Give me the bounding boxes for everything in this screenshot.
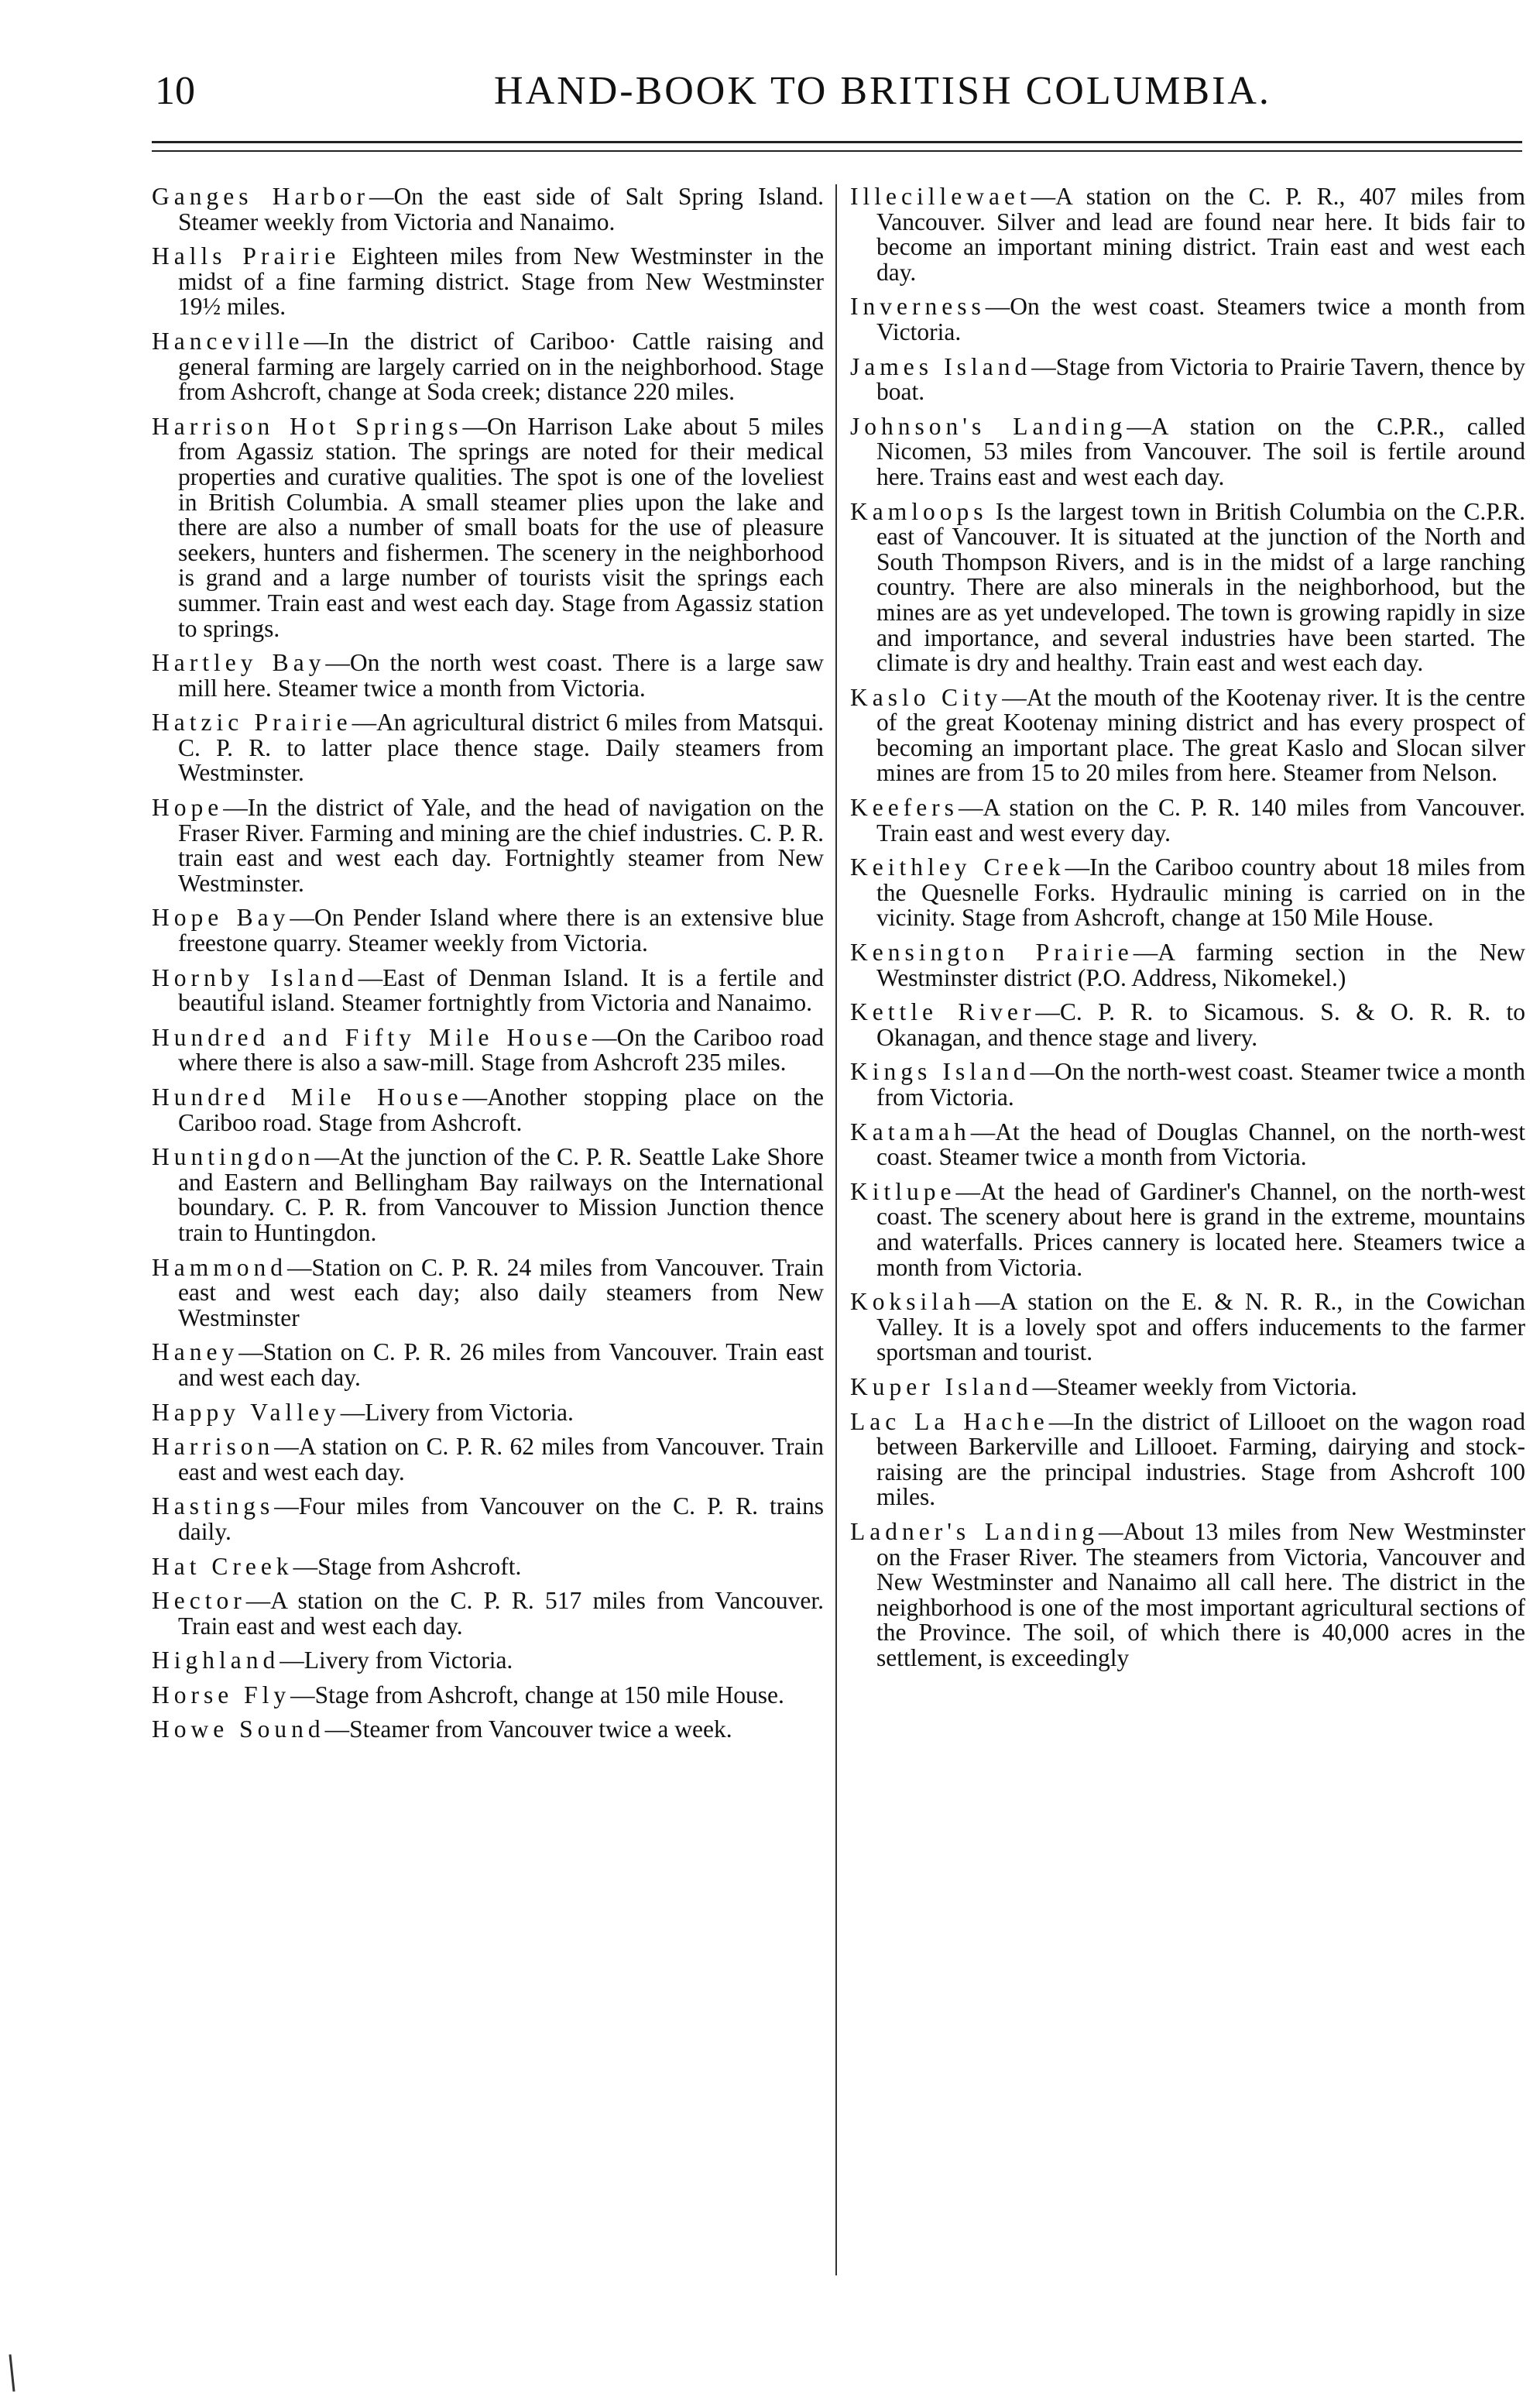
page-number: 10: [155, 69, 195, 113]
gazetteer-entry: [152, 1145, 824, 1245]
gazetteer-entry: [850, 414, 1525, 490]
gazetteer-entry: [152, 1085, 824, 1135]
entry-description: —A farming section in the New Westminster district (P.O. Address, Nikomekel.): [876, 939, 1525, 991]
gazetteer-entry: [152, 414, 824, 641]
gazetteer-entry: [152, 795, 824, 896]
entry-description: —Steamer weekly from Victoria.: [1032, 1372, 1357, 1400]
place-name: Hanceville: [152, 327, 304, 355]
gazetteer-entry: [152, 1717, 824, 1743]
page-header: [155, 68, 1518, 130]
place-name: Highland: [152, 1647, 280, 1674]
entry-description: —A station on the C.P.R., called Nicomen, 53 miles from Vancouver. The soil is fertile around here. Trains east and west each day.: [876, 412, 1525, 490]
place-name: Kensington Prairie: [850, 939, 1134, 967]
entry-description: —A station on C. P. R. 62 miles from Vancouver. Train east and west each day.: [178, 1433, 824, 1485]
entry-description: —A station on the C. P. R., 407 miles from Vancouver. Silver and lead are found near here. It bids fair to become an important mining district. Train east and west each day.: [876, 183, 1525, 286]
gazetteer-entry: [152, 963, 824, 1017]
entry-description: —On the east side of Salt Spring Island. Steamer weekly from Victoria and Nanaimo.: [178, 183, 824, 235]
entry-description: —A station on the C. P. R. 140 miles from Vancouver. Train east and west every day.: [876, 794, 1525, 847]
place-name: Hatzic Prairie: [152, 709, 352, 737]
gazetteer-entry: [152, 1400, 824, 1426]
gazetteer-entry: [152, 1683, 824, 1708]
entry-description: —A station on the C. P. R. 517 miles from Vancouver. Train east and west each day.: [178, 1587, 824, 1640]
place-name: Inverness: [850, 293, 986, 321]
entry-description: —About 13 miles from New Westminster on the Fraser River. The steamers from Victoria, Vancouver and New Westminster and Nanaimo all call here. The district in the neighborhood is one of the most important agricultural sections of the Province. The soil, of which there is 40,000 acres in the settlement, is exceedingly: [876, 1517, 1525, 1671]
entry-description: —On the west coast. Steamers twice a month from Victoria.: [876, 293, 1525, 345]
entry-description: —Station on C. P. R. 26 miles from Vancouver. Train east and west each day.: [178, 1338, 824, 1391]
entry-description: —East of Denman Island. It is a fertile and beautiful island. Steamer fortnightly from Victoria and Nanaimo.: [178, 963, 824, 1017]
margin-mark: [9, 2354, 15, 2392]
entry-description: —In the district of Cariboo· Cattle raising and general farming are largely carried on in the neighborhood. Stage from Ashcroft, change at Soda creek; distance 220 miles.: [178, 327, 824, 406]
gazetteer-entry: [152, 244, 824, 320]
entry-description: —Livery from Victoria.: [340, 1398, 574, 1426]
place-name: Ladner's Landing: [850, 1517, 1099, 1545]
entry-description: —At the junction of the C. P. R. Seattle Lake Shore and Eastern and Bellingham Bay railways on the International boundary. C. P. R. from Vancouver to Mission Junction thence train to Huntingdon.: [178, 1143, 824, 1246]
entry-description: —Another stopping place on the Cariboo road. Stage from Ashcroft.: [178, 1083, 824, 1136]
gazetteer-entry: [850, 1517, 1525, 1671]
entry-description: —On Pender Island where there is an extensive blue freestone quarry. Steamer weekly from Victoria.: [178, 904, 824, 957]
entry-description: —In the Cariboo country about 18 miles from the Quesnelle Forks. Hydraulic mining is carried on in the vicinity. Stage from Ashcroft, change at 150 Mile House.: [876, 853, 1525, 932]
place-name: Harrison: [152, 1433, 275, 1461]
place-name: Halls Prairie: [152, 242, 341, 270]
entry-description: —Stage from Ashcroft.: [293, 1552, 522, 1580]
place-name: Hat Creek: [152, 1552, 293, 1580]
gazetteer-entry: [850, 294, 1525, 345]
place-name: Haney: [152, 1338, 239, 1366]
place-name: Ganges Harbor: [152, 183, 369, 210]
entry-description: —On Harrison Lake about 5 miles from Agassiz station. The springs are noted for their medical properties and curative qualities. The spot is one of the loveliest in British Columbia. A small steamer plies upon the lake and there are also a number of small boats for the use of pleasure seekers, hunters and fishermen. The scenery in the neighborhood is grand and a large number of tourists visit the springs each summer. Train east and west each day. Stage from Agassiz station to springs.: [178, 412, 824, 642]
gazetteer-entry: [152, 1025, 824, 1076]
entry-description: —Station on C. P. R. 24 miles from Vancouver. Train east and west each day; also daily steamers from New Westminster: [178, 1253, 824, 1331]
entry-description: —Steamer from Vancouver twice a week.: [324, 1715, 732, 1743]
gazetteer-entry: [152, 1340, 824, 1390]
header-rule-bottom: [152, 150, 1522, 152]
running-title: HAND-BOOK TO BRITISH COLUMBIA.: [494, 69, 1271, 113]
gazetteer-entry: [850, 855, 1525, 931]
entry-description: —Livery from Victoria.: [280, 1647, 513, 1674]
place-name: Happy Valley: [152, 1398, 341, 1426]
entry-description: —A station on the E. & N. R. R., in the Cowichan Valley. It is a lovely spot and offers inducements to the farmer sportsman and tourist.: [876, 1288, 1525, 1366]
place-name: Illecillewaet: [850, 183, 1031, 210]
entry-description: —C. P. R. to Sicamous. S. & O. R. R. to Okanagan, and thence stage and livery.: [876, 998, 1525, 1051]
place-name: Kings Island: [850, 1058, 1031, 1086]
place-name: Hornby Island: [152, 963, 358, 991]
gazetteer-entry: [152, 1434, 824, 1485]
gazetteer-entry: [152, 1588, 824, 1639]
gazetteer-entry: [152, 651, 824, 701]
gazetteer-entry: [152, 1648, 824, 1674]
header-rule-top: [152, 141, 1522, 143]
gazetteer-entry: [850, 1372, 1525, 1400]
gazetteer-entry: [152, 1494, 824, 1544]
gazetteer-entry: [850, 685, 1525, 786]
gazetteer-entry: [152, 329, 824, 405]
place-name: Katamah: [850, 1118, 971, 1145]
entry-description: —Four miles from Vancouver on the C. P. R. trains daily.: [178, 1492, 824, 1545]
place-name: Hartley Bay: [152, 649, 326, 677]
entry-description: —In the district of Lillooet on the wagon road between Barkerville and Lillooet. Farming, dairying and stock-raising are the principal industries. Stage from Ashcroft 100 miles.: [876, 1407, 1525, 1511]
place-name: Hundred and Fifty Mile House: [152, 1023, 593, 1051]
gazetteer-entry: [850, 1059, 1525, 1110]
place-name: Horse Fly: [152, 1681, 291, 1708]
gazetteer-entry: [850, 1120, 1525, 1170]
place-name: Kaslo City: [850, 683, 1003, 711]
place-name: Lac La Hache: [850, 1407, 1049, 1435]
place-name: Harrison Hot Springs: [152, 412, 463, 440]
gazetteer-entry: [850, 184, 1525, 285]
gazetteer-entry: [850, 795, 1525, 846]
entry-description: —Stage from Victoria to Prairie Tavern, thence by boat.: [876, 352, 1525, 406]
entry-description: —At the mouth of the Kootenay river. It is the centre of the great Kootenay mining district and has every prospect of becoming an important place. The great Kaslo and Slocan silver mines are from 15 to 20 miles from here. Steamer from Nelson.: [876, 683, 1525, 787]
place-name: Kamloops: [850, 497, 988, 525]
place-name: Kitlupe: [850, 1177, 956, 1205]
place-name: Hector: [152, 1587, 246, 1615]
right-column: [850, 184, 1525, 1680]
place-name: Koksilah: [850, 1288, 976, 1316]
place-name: Hundred Mile House: [152, 1083, 463, 1111]
gazetteer-entry: [850, 497, 1525, 677]
entry-description: —At the head of Douglas Channel, on the north-west coast. Steamer twice a month from Victoria.: [876, 1118, 1525, 1171]
place-name: Hope Bay: [152, 904, 290, 932]
gazetteer-entry: [850, 1177, 1525, 1281]
gazetteer-entry: [850, 1407, 1525, 1511]
gazetteer-entry: [850, 940, 1525, 991]
gazetteer-entry: [850, 1000, 1525, 1050]
column-divider: [835, 184, 837, 2275]
place-name: Kuper Island: [850, 1372, 1033, 1400]
gazetteer-entry: [152, 710, 824, 786]
gazetteer-entry: [152, 1255, 824, 1331]
gazetteer-entry: [850, 352, 1525, 406]
place-name: James Island: [850, 352, 1032, 380]
entry-description: —On the north-west coast. Steamer twice a month from Victoria.: [876, 1058, 1525, 1111]
entry-description: —On the Cariboo road where there is also a saw-mill. Stage from Ashcroft 235 miles.: [178, 1023, 824, 1077]
place-name: Huntingdon: [152, 1143, 315, 1171]
place-name: Johnson's Landing: [850, 412, 1127, 440]
entry-description: Is the largest town in British Columbia on the C.P.R. east of Vancouver. It is situated at the junction of the North and South Thompson Rivers, and is in the midst of a large ranching country. There are also minerals in the neighborhood, but the mines are as yet undeveloped. The town is growing rapidly in size and importance, and several industries have been started. The climate is dry and healthy. Train east and west each day.: [876, 497, 1525, 677]
entry-description: —An agricultural district 6 miles from Matsqui. C. P. R. to latter place thence stage. Daily steamers from Westminster.: [178, 709, 824, 787]
place-name: Howe Sound: [152, 1715, 325, 1743]
gazetteer-entry: [152, 905, 824, 956]
place-name: Keefers: [850, 794, 959, 822]
gazetteer-entry: [152, 184, 824, 235]
place-name: Hammond: [152, 1253, 287, 1281]
entry-description: Eighteen miles from New Westminster in the midst of a fine farming district. Stage from New Westminster 19½ miles.: [178, 242, 824, 321]
entry-description: —In the district of Yale, and the head of navigation on the Fraser River. Farming and mining are the chief industries. C. P. R. train east and west each day. Fortnightly steamer from New Westminster.: [178, 794, 824, 897]
entry-description: —On the north west coast. There is a large saw mill here. Steamer twice a month from Victoria.: [178, 649, 824, 702]
place-name: Hope: [152, 794, 224, 822]
entry-description: —Stage from Ashcroft, change at 150 mile House.: [290, 1681, 784, 1708]
gazetteer-entry: [850, 1290, 1525, 1365]
entry-description: —At the head of Gardiner's Channel, on the north-west coast. The scenery about here is grand in the extreme, mountains and waterfalls. Prices cannery is located here. Steamers twice a month from Victoria.: [876, 1177, 1525, 1281]
left-column: [152, 184, 824, 1752]
place-name: Kettle River: [850, 998, 1036, 1026]
gazetteer-entry: [152, 1554, 824, 1580]
place-name: Keithley Creek: [850, 853, 1065, 881]
place-name: Hastings: [152, 1492, 275, 1520]
